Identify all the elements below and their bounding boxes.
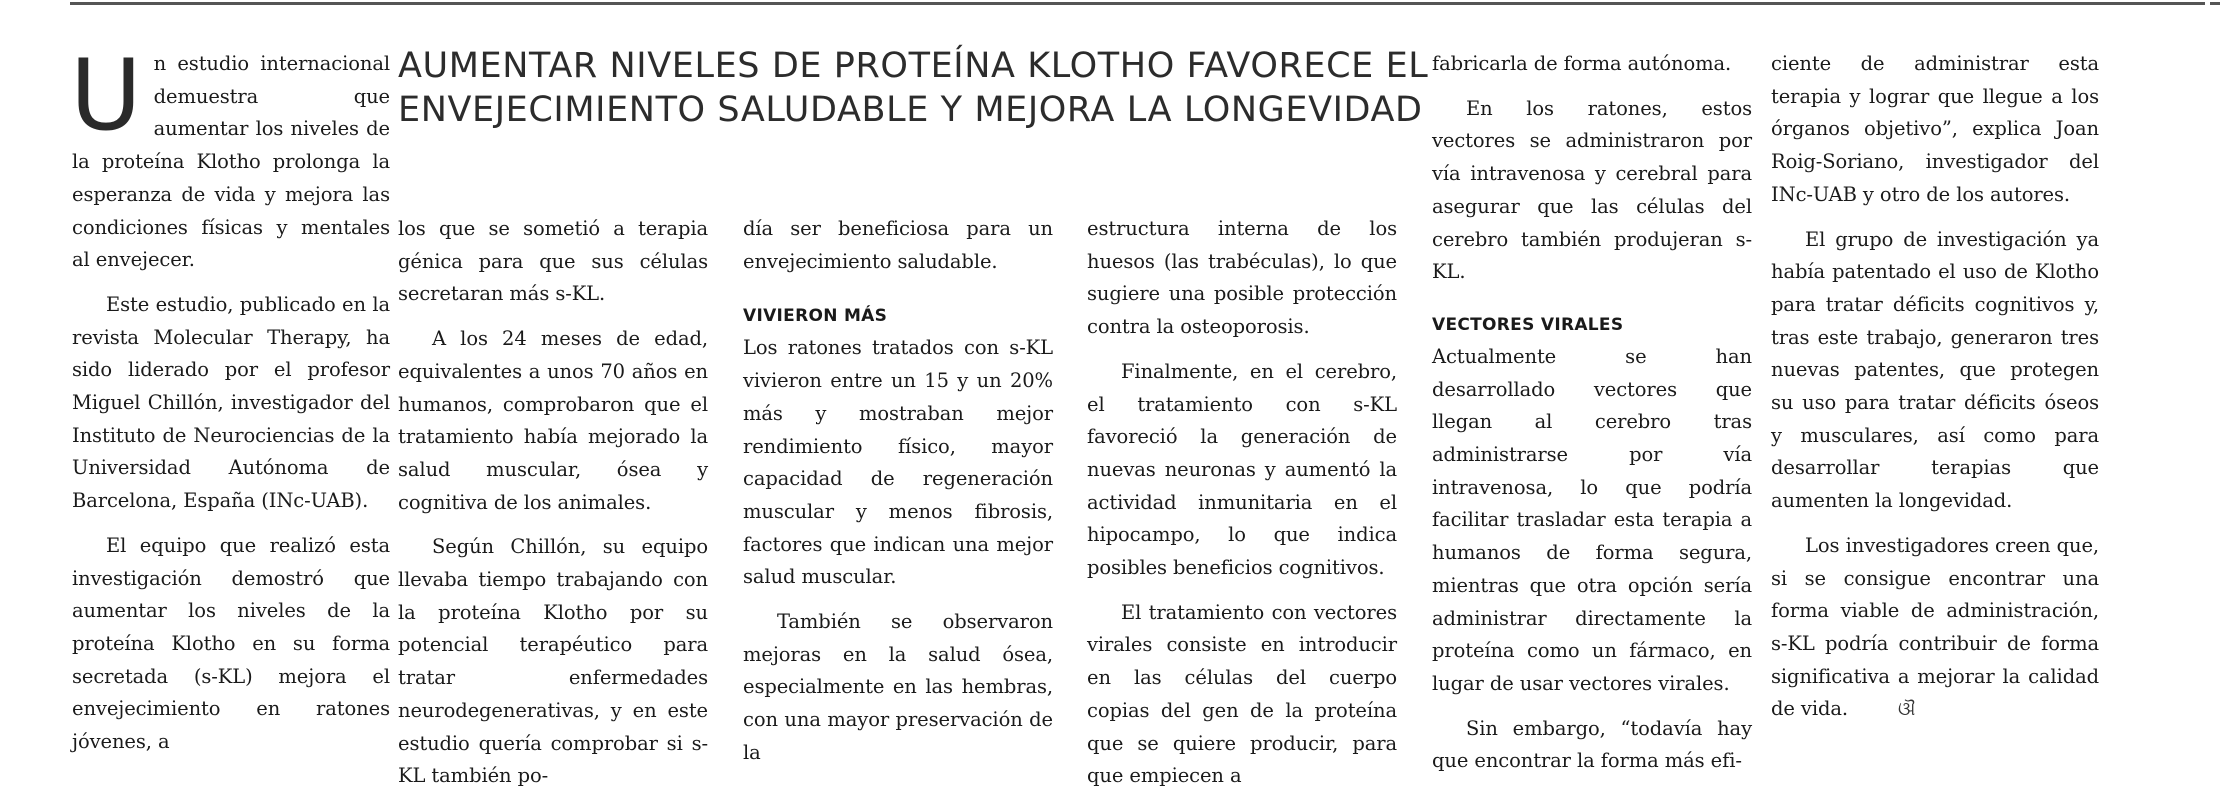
paragraph: Los ratones tratados con s-KL vivieron entre un 15 y un 20% más y mostraban mejor rendimiento físico, mayor capacidad de regeneración muscular y menos fibrosis, factores que indican una mejor salud muscular. xyxy=(743,336,1053,589)
paragraph: El equipo que realizó esta investigación demostró que aumentar los niveles de la proteína Klotho en su forma secretada (s-KL) mejora el envejecimiento en ratones jóvenes, a xyxy=(72,533,390,754)
end-mark-icon: ଔ xyxy=(1897,699,1916,721)
paragraph: estructura interna de los huesos (las trabéculas), lo que sugiere una posible protección contra la osteoporosis. xyxy=(1087,217,1397,339)
paragraph: Según Chillón, su equipo llevaba tiempo trabajando con la proteína Klotho por su potencial terapéutico para tratar enfermedades neurodegenerativas, y en este estudio quería comprobar si s-KL también po- xyxy=(398,535,708,788)
paragraph: Actualmente se han desarrollado vectores que llegan al cerebro tras administrarse por vía intravenosa, lo que podría facilitar trasladar esta terapia a humanos de forma segura, mientras que otra opción sería administrar directamente la proteína como un fármaco, en lugar de usar vectores virales. xyxy=(1432,344,1752,695)
subheading-vivieron-mas: VIVIERON MÁS xyxy=(743,306,888,327)
column-1 xyxy=(70,39,390,759)
paragraph: Sin embargo, “todavía hay que encontrar la forma más efi- xyxy=(1432,716,1752,773)
paragraph: ciente de administrar esta terapia y lograr que llegue a los órganos objetivo”, explica Joan Roig-Soriano, investigador del INc-UAB y otro de los autores. xyxy=(1771,52,2099,206)
headline-line-1: AUMENTAR NIVELES DE PROTEÍNA KLOTHO FAVORECE EL xyxy=(398,46,1429,86)
paragraph: los que se sometió a terapia génica para que sus células secretaran más s-KL. xyxy=(398,217,708,306)
paragraph: día ser beneficiosa para un envejecimiento saludable. xyxy=(743,217,1053,273)
column-4 xyxy=(1087,213,1397,793)
paragraph: También se observaron mejoras en la salud ósea, especialmente en las hembras, con una mayor preservación de la xyxy=(743,610,1053,764)
paragraph xyxy=(1771,530,2099,727)
lead-paragraph xyxy=(70,39,390,277)
top-rule xyxy=(70,2,2205,5)
paragraph: Finalmente, en el cerebro, el tratamiento con s-KL favoreció la generación de nuevas neuronas y aumentó la actividad inmunitaria en el hipocampo, lo que indica posibles beneficios cognitivos. xyxy=(1087,359,1397,580)
column-5 xyxy=(1432,48,1752,778)
paragraph: En los ratones, estos vectores se administraron por vía intravenosa y cerebral para asegurar que las células del cerebro también produjeran s-KL. xyxy=(1432,96,1752,284)
paragraph: fabricarla de forma autónoma. xyxy=(1432,52,1732,75)
column-6 xyxy=(1771,48,2099,727)
paragraph: El tratamiento con vectores virales consiste en introducir en las células del cuerpo copias del gen de la proteína que se quiere producir, para que empiecen a xyxy=(1087,600,1397,788)
lead-text: n estudio internacional demuestra que aumentar los niveles de la proteína Klotho prolonga la esperanza de vida y mejora las condiciones físicas y mentales al envejecer. xyxy=(72,52,390,272)
headline-line-2: ENVEJECIMIENTO SALUDABLE Y MEJORA LA LONGEVIDAD xyxy=(398,90,1423,130)
drop-cap: U xyxy=(70,39,142,153)
column-2 xyxy=(398,213,708,793)
paragraph: Este estudio, publicado en la revista Molecular Therapy, ha sido liderado por el profesor Miguel Chillón, investigador del Instituto de Neurociencias de la Universidad Autónoma de Barcelona, España (INc-UAB). xyxy=(72,292,390,513)
headline xyxy=(398,44,1438,132)
subheading-vectores-virales: VECTORES VIRALES xyxy=(1432,314,1624,335)
paragraph: El grupo de investigación ya había patentado el uso de Klotho para tratar déficits cognitivos y, tras este trabajo, generaron tres nuevas patentes, que protegen su uso para tratar déficits óseos y musculares, así como para desarrollar terapias que aumenten la longevidad. xyxy=(1771,227,2099,513)
column-3 xyxy=(743,213,1053,770)
closing-text: Los investigadores creen que, si se consigue encontrar una forma viable de administración, s-KL podría contribuir de forma significativa a mejorar la calidad de vida. xyxy=(1771,533,2099,721)
paragraph: A los 24 meses de edad, equivalentes a unos 70 años en humanos, comprobaron que el tratamiento había mejorado la salud muscular, ósea y cognitiva de los animales. xyxy=(398,327,708,514)
top-rule-corner xyxy=(2210,2,2220,21)
